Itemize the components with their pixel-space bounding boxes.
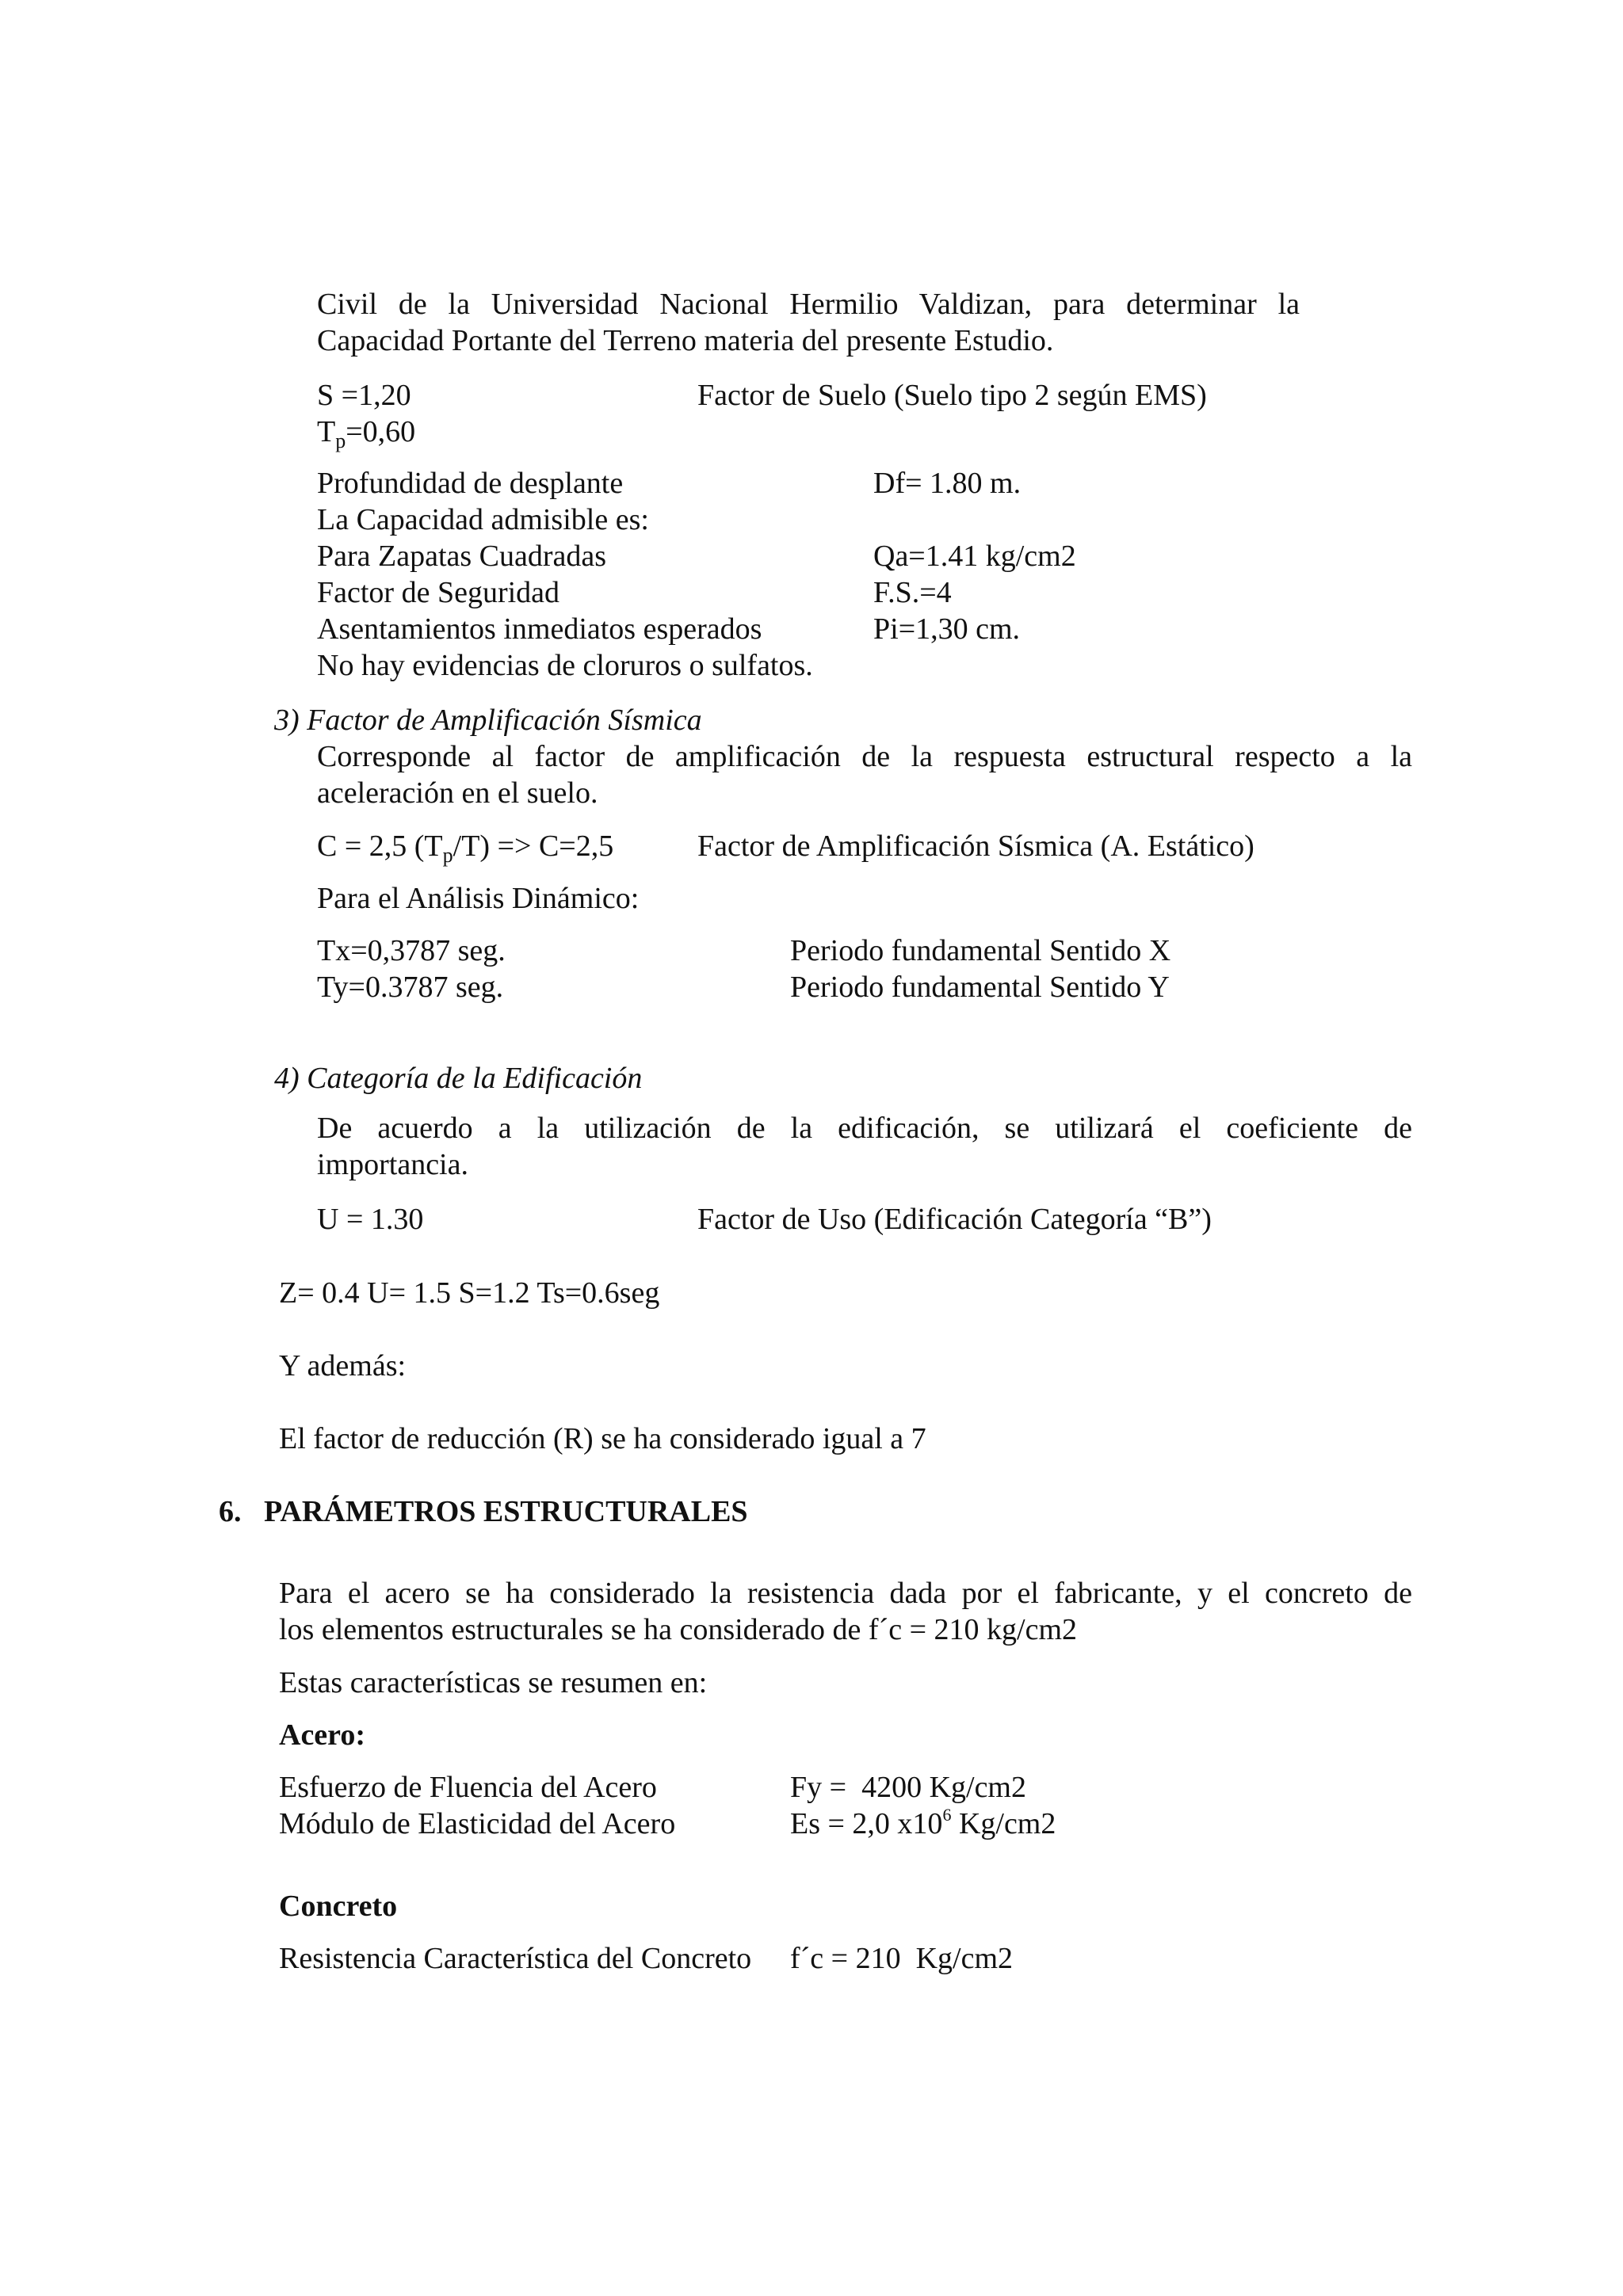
category-line-1: De acuerdo a la utilización de la edificación, se utilizará el coeficiente de [317, 1112, 1412, 1145]
intro-line-2: Capacidad Portante del Terreno materia del presente Estudio. [317, 324, 1054, 357]
soil-tp-value: $T_p=0,60$ [317, 415, 416, 452]
seismic-formula-desc: Factor de Amplificación Sísmica (A. Estático) [697, 830, 1254, 863]
es-value: Es = 2,0 $x10^6$ Kg/cm2 [790, 1805, 1056, 1840]
soil-s-value: S =1,20 [317, 379, 411, 412]
fy-label: Esfuerzo de Fluencia del Acero [279, 1771, 657, 1804]
summary-intro-line: Estas características se resumen en: [279, 1666, 708, 1699]
capacity-table [317, 465, 1426, 684]
soil-factor-block [317, 377, 1426, 450]
capacity-row: La Capacidad admisible es: [317, 503, 649, 536]
section-6-paragraph [279, 1575, 1412, 1648]
intro-line-1: Civil de la Universidad Nacional Hermilio Valdizan, para determinar la [317, 288, 1300, 321]
seismic-formula: C = 2,5 $(T_p/T) => C=2,5$ [317, 830, 614, 867]
capacity-row: Factor de Seguridad F.S.=4 [317, 576, 952, 609]
es-label: Módulo de Elasticidad del Acero [279, 1807, 676, 1840]
fy-value: Fy = 4200 Kg/cm2 [790, 1771, 1026, 1804]
fc-label: Resistencia Característica del Concreto [279, 1942, 752, 1975]
seismic-params-line: Z= 0.4 U= 1.5 S=1.2 Ts=0.6seg [279, 1276, 660, 1310]
seismic-line-1: Corresponde al factor de amplificación de la respuesta estructural respecto a la [317, 740, 1412, 773]
steel-row [279, 1769, 1388, 1806]
fc-value: f´c = 210 Kg/cm2 [790, 1942, 1014, 1975]
steel-heading: Acero: [279, 1718, 366, 1752]
periods-table [317, 933, 1426, 1005]
dynamic-label: Para el Análisis Dinámico: [317, 882, 640, 915]
intro-paragraph [317, 286, 1300, 359]
concrete-heading: Concreto [279, 1890, 398, 1923]
category-heading: 4) Categoría de la Edificación [274, 1062, 643, 1095]
steel-row [279, 1806, 1388, 1842]
section-6-heading: 6. PARÁMETROS ESTRUCTURALES [219, 1495, 748, 1528]
seismic-heading: 3) Factor de Amplificación Sísmica [274, 704, 702, 737]
section-6-line-1: Para el acero se ha considerado la resistencia dada por el fabricante, y el concreto de [279, 1577, 1412, 1610]
capacity-row: No hay evidencias de cloruros o sulfatos. [317, 649, 813, 682]
steel-table [279, 1769, 1388, 1842]
seismic-formula-row [317, 828, 1426, 867]
concrete-row [279, 1940, 1388, 1977]
capacity-row: Para Zapatas Cuadradas Qa=1.41 kg/cm2 [317, 540, 1076, 573]
use-factor-desc: Factor de Uso (Edificación Categoría “B”) [697, 1203, 1212, 1236]
use-factor-value: U = 1.30 [317, 1203, 424, 1236]
reduction-factor-line: El factor de reducción (R) se ha considerado igual a 7 [279, 1422, 926, 1455]
capacity-row: Asentamientos inmediatos esperados Pi=1,30 cm. [317, 612, 1021, 646]
category-line-2: importancia. [317, 1148, 468, 1181]
section-6-line-2: los elementos estructurales se ha considerado de f´c = 210 kg/cm2 [279, 1613, 1077, 1646]
capacity-row: Profundidad de desplante Df= 1.80 m. [317, 467, 1022, 500]
period-row: Ty=0.3787 seg. Periodo fundamental Sentido Y [317, 971, 1170, 1004]
category-paragraph [317, 1110, 1412, 1183]
soil-s-desc: Factor de Suelo (Suelo tipo 2 según EMS) [697, 379, 1207, 412]
period-row: Tx=0,3787 seg. Periodo fundamental Sentido X [317, 934, 1171, 967]
ademas-line: Y además: [279, 1349, 407, 1383]
use-factor-row [317, 1201, 1426, 1238]
seismic-line-2: aceleración en el suelo. [317, 776, 598, 810]
seismic-paragraph [317, 738, 1412, 811]
